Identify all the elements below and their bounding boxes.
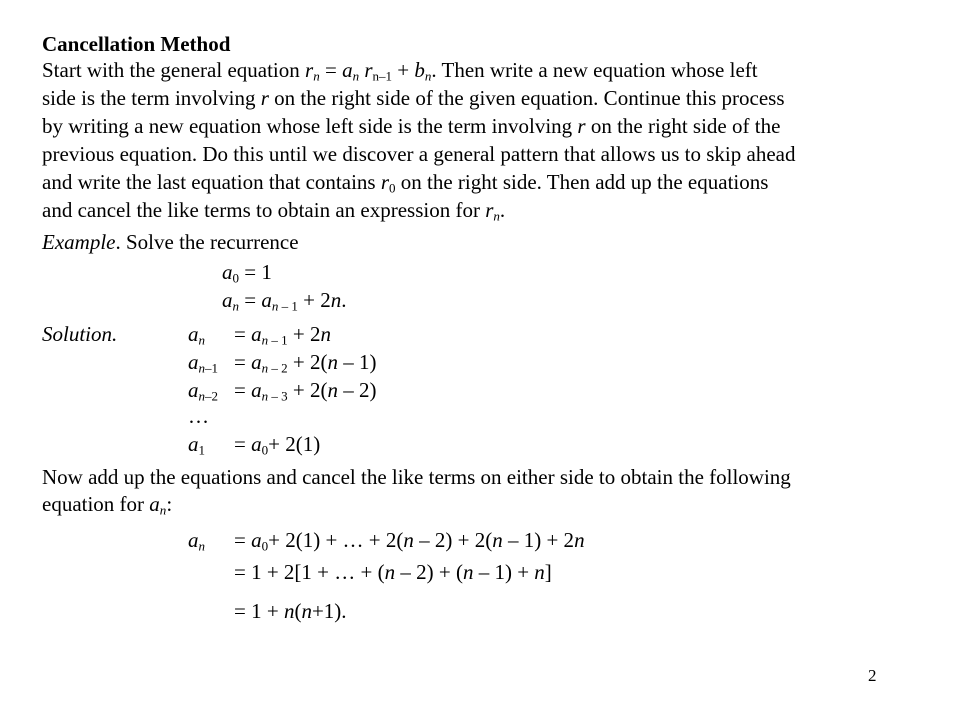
intro-line-5-a: and write the last equation that contains: [42, 170, 376, 194]
solution-label: Solution.: [42, 322, 118, 346]
recurrence-initial: $a_0 = 1$: [222, 260, 272, 286]
ellipsis: …: [188, 404, 209, 428]
eq-1-lhs: $a_n$: [188, 322, 206, 348]
intro-line-3: by writing a new equation whose left side is the term involving r on the right side of the: [42, 114, 781, 138]
eq-4-rhs: = $a_0+ 2(1)$: [234, 432, 321, 458]
example-line: [42, 232, 299, 253]
intro-line-1-b: Then write a new equation whose left: [441, 58, 758, 82]
section-heading: Cancellation Method: [42, 32, 231, 56]
sum-text-2-a: equation for: [42, 492, 145, 516]
intro-line-1-a: Start with the general equation: [42, 58, 306, 82]
intro-line-1: Start with the general equation $r_n = a_n$ $r_{n-1} + b_n$. Then write a new equation whose left: [42, 58, 758, 84]
intro-line-2: [42, 88, 785, 109]
eq-1-rhs: = $a_n$ $_{- 1}$ + 2n: [234, 322, 331, 348]
final-rhs-1: = $a_0+ 2(1)$ + … + 2(n – 2) + 2(n – 1) + 2n: [234, 528, 585, 554]
var-r: r: [260, 86, 269, 110]
example-text: . Solve the recurrence: [115, 230, 299, 254]
final-rhs-3: = 1 + n(n+1).: [234, 599, 347, 623]
eq-2-rhs: = $a_n$ $_{- 2}$ + 2(n – 1): [234, 350, 377, 376]
page-number: 2: [868, 666, 877, 685]
final-lhs: $a_n$: [188, 528, 206, 554]
eq-4-lhs: $a_1$: [188, 432, 206, 458]
eq-2-lhs: $a_{n-1}$: [188, 350, 219, 376]
final-rhs-2: = 1 + 2[1 + … + (n – 2) + (n – 1) + n]: [234, 560, 552, 584]
eq-3-rhs: = $a_n$ $_{- 3}$ + 2(n – 2): [234, 378, 377, 404]
sum-text-1: Now add up the equations and cancel the like terms on either side to obtain the following: [42, 465, 791, 489]
sum-text-2: equation for $a_n$:: [42, 492, 173, 518]
intro-line-3-a: by writing a new equation whose left side is the term involving: [42, 114, 573, 138]
intro-line-5-b: on the right side. Then add up the equations: [400, 170, 769, 194]
intro-line-5: and write the last equation that contains $r_0$ on the right side. Then add up the equations: [42, 170, 769, 196]
intro-line-6-a: and cancel the like terms to obtain an expression for: [42, 198, 480, 222]
recurrence-relation: $a_n = a_n$ $_{- 1}$ + 2n.: [222, 288, 347, 314]
intro-line-2-b: on the right side of the given equation. Continue this process: [274, 86, 785, 110]
eq-3-lhs: $a_{n-2}$: [188, 378, 219, 404]
example-label: Example: [42, 230, 116, 254]
intro-line-3-b: on the right side of the: [590, 114, 781, 138]
intro-line-2-a: side is the term involving: [42, 86, 256, 110]
intro-line-4: previous equation. Do this until we discover a general pattern that allows us to skip ahead: [42, 142, 796, 166]
intro-line-6: and cancel the like terms to obtain an expression for $r_n$.: [42, 198, 506, 224]
